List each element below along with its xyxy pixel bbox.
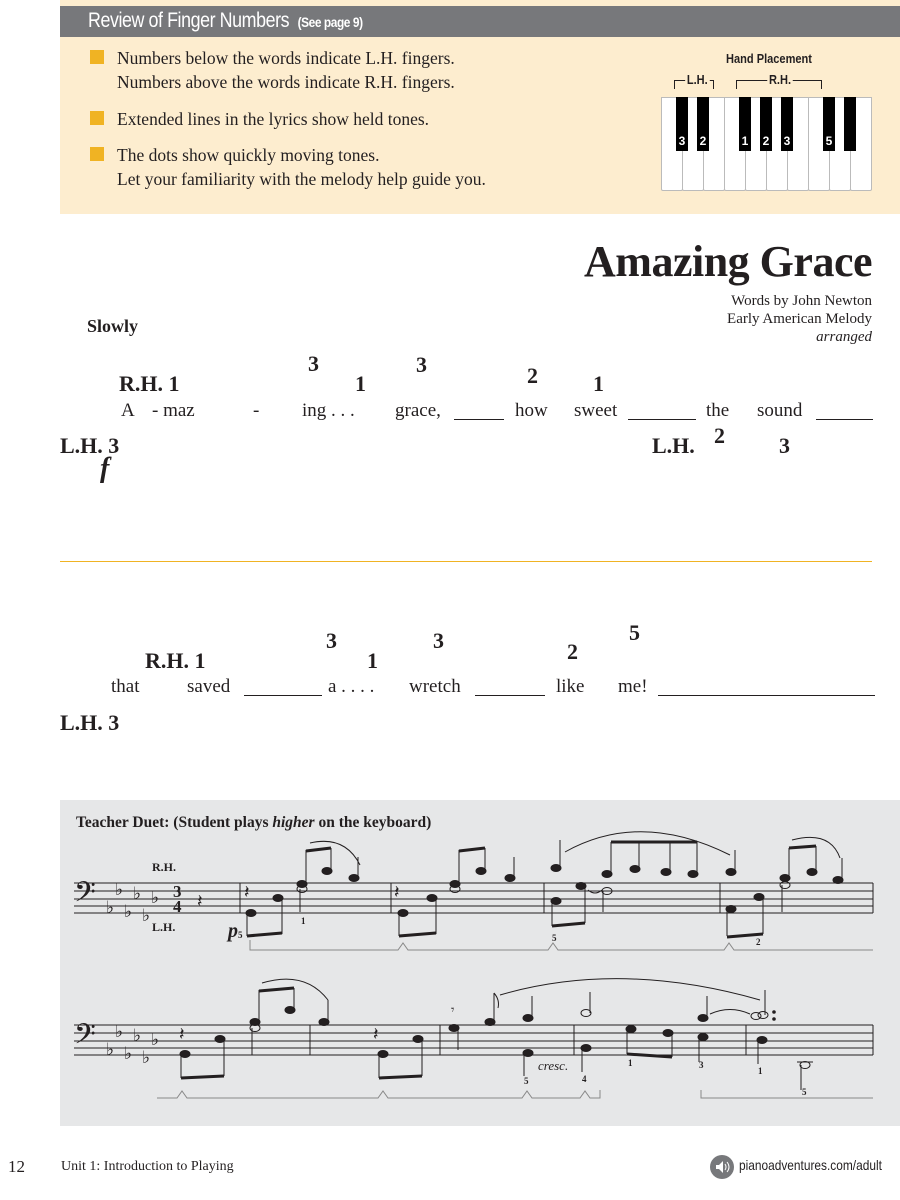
rh-finger: 2 [567, 639, 578, 664]
svg-text:♭: ♭ [115, 1022, 124, 1042]
rh-finger: 5 [629, 620, 640, 645]
review-bullet-2 [117, 107, 429, 131]
rh-finger: 3 [416, 352, 427, 377]
black-key [697, 97, 709, 151]
staff-1 [74, 883, 873, 913]
duet-title-emphasis: higher [272, 814, 315, 831]
lyric: sweet [574, 400, 618, 421]
held-tone-line [628, 418, 696, 420]
time-signature-bottom: 4 [173, 897, 182, 916]
staff-2 [74, 1025, 873, 1055]
page-number: 12 [8, 1157, 25, 1176]
finger-number: 2 [699, 134, 707, 148]
svg-text:♭: ♭ [124, 1044, 133, 1064]
held-tone-line [244, 694, 322, 696]
duet-finger: 2 [756, 937, 761, 947]
svg-text:♭: ♭ [106, 1040, 115, 1060]
unit-title: Unit 1: Introduction to Playing [61, 1159, 234, 1174]
held-tone-line [658, 694, 875, 696]
duet-finger: 5 [802, 1087, 807, 1097]
lyric: sound [757, 400, 803, 421]
svg-text:♭: ♭ [115, 880, 124, 900]
song-title: Amazing Grace [584, 237, 872, 286]
svg-text:♭: ♭ [142, 906, 151, 926]
review-title [88, 9, 363, 33]
duet-finger: 1 [628, 1058, 633, 1068]
review-subtitle: (See page 9) [297, 14, 363, 30]
svg-text:𝄾: 𝄾 [451, 1003, 455, 1018]
svg-text:𝄽: 𝄽 [197, 891, 203, 912]
time-signature-top: 3 [173, 882, 182, 901]
svg-text:♭: ♭ [106, 898, 115, 918]
review-bullet-1 [117, 46, 455, 94]
rh-finger: 1 [367, 648, 378, 673]
rh-finger: 3 [433, 628, 444, 653]
rh-finger: 3 [308, 351, 319, 376]
teacher-duet-score [60, 800, 900, 1126]
duet-finger: 1 [758, 1066, 763, 1076]
lh-start-label: L.H. 3 [60, 710, 120, 735]
cresc-marking: cresc. [538, 1058, 569, 1073]
svg-text:𝄽: 𝄽 [244, 882, 250, 903]
duet-finger: 4 [582, 1074, 587, 1084]
review-bullet-3 [117, 143, 486, 191]
dynamic-forte: f [100, 453, 110, 484]
svg-text:𝄢: 𝄢 [74, 876, 96, 916]
duet-rh-label: R.H. [152, 860, 176, 874]
svg-text:♭: ♭ [133, 884, 142, 904]
duet-title-prefix: Teacher Duet: (Student plays [76, 814, 273, 831]
lyric: - [253, 400, 260, 421]
svg-text:𝄢: 𝄢 [74, 1018, 96, 1058]
svg-text:𝄽: 𝄽 [373, 1024, 379, 1045]
black-key [844, 97, 856, 151]
speaker-icon[interactable] [710, 1155, 734, 1179]
black-key [823, 97, 835, 151]
bullet-3-line-1: The dots show quickly moving tones. [117, 145, 380, 165]
finger-number: 3 [678, 134, 686, 148]
svg-text:♭: ♭ [151, 888, 160, 908]
bullet-2-line-1: Extended lines in the lyrics show held tones. [117, 109, 430, 129]
svg-text:♭: ♭ [142, 1048, 151, 1068]
duet-finger: 1 [301, 916, 306, 926]
bullet-1-line-1: Numbers below the words indicate L.H. fingers. [117, 48, 455, 68]
duet-finger: 5 [238, 930, 243, 940]
bullet-1-line-2: Numbers above the words indicate R.H. fingers. [117, 72, 455, 92]
rh-start-label: R.H. 1 [145, 648, 206, 673]
svg-text:𝄽: 𝄽 [179, 1024, 185, 1045]
black-key [781, 97, 793, 151]
section-divider [60, 561, 872, 562]
credit-arranged: arranged [816, 329, 872, 345]
lyric: grace, [395, 400, 441, 421]
held-tone-line [454, 418, 504, 420]
bullet-icon [90, 147, 104, 161]
rh-finger: 3 [326, 628, 337, 653]
review-title-text: Review of Finger Numbers [88, 9, 290, 32]
rh-finger: 1 [355, 371, 366, 396]
finger-number: 1 [741, 134, 749, 148]
lyric: ing . . . [302, 400, 355, 421]
teacher-duet-box [60, 800, 900, 1126]
duet-finger: 5 [552, 933, 557, 943]
svg-text:♭: ♭ [151, 1030, 160, 1050]
rh-start-label: R.H. 1 [119, 371, 180, 396]
lyric: like [556, 676, 585, 697]
rh-finger: 1 [593, 371, 604, 396]
lyric: that [111, 676, 140, 697]
svg-text:𝄽: 𝄽 [394, 882, 400, 903]
bullet-3-line-2: Let your familiarity with the melody help guide you. [117, 169, 486, 189]
lyric: how [515, 400, 548, 421]
bullet-icon [90, 111, 104, 125]
duet-finger: 3 [699, 1060, 704, 1070]
lh-label: L.H. [652, 433, 695, 458]
dynamic-piano: p [228, 920, 238, 942]
lyric: wretch [409, 676, 461, 697]
svg-text:♭: ♭ [133, 1026, 142, 1046]
lh-start-label: L.H. 3 [60, 433, 120, 458]
review-header-bar [60, 6, 900, 37]
website-link[interactable]: pianoadventures.com/adult [739, 1157, 882, 1173]
black-key [676, 97, 688, 151]
finger-number: 5 [825, 134, 833, 148]
piano-keyboard-diagram [661, 97, 872, 191]
bullet-icon [90, 50, 104, 64]
finger-number: 3 [783, 134, 791, 148]
held-tone-line [475, 694, 545, 696]
credit-melody: Early American Melody [727, 311, 872, 327]
black-key [739, 97, 751, 151]
hand-placement-title: Hand Placement [726, 51, 812, 66]
lyric: saved [187, 676, 231, 697]
rh-label: R.H. [768, 72, 792, 87]
lyric: me! [618, 676, 648, 697]
finger-number: 2 [762, 134, 770, 148]
lyric: the [706, 400, 730, 421]
duet-lh-label: L.H. [152, 920, 176, 934]
rh-finger: 2 [527, 363, 538, 388]
svg-text:♭: ♭ [124, 902, 133, 922]
tempo-marking: Slowly [87, 316, 139, 336]
held-tone-line [816, 418, 873, 420]
lh-label: L.H. [686, 72, 708, 87]
credit-words: Words by John Newton [731, 293, 872, 309]
lyric: A [121, 400, 135, 421]
duet-finger: 5 [524, 1076, 529, 1086]
lh-finger: 2 [714, 423, 725, 448]
lyric: a . . . . [328, 676, 375, 697]
lh-finger: 3 [779, 433, 790, 458]
lyric: - maz [152, 400, 195, 421]
duet-title-suffix: on the keyboard) [314, 814, 432, 831]
black-key [760, 97, 772, 151]
